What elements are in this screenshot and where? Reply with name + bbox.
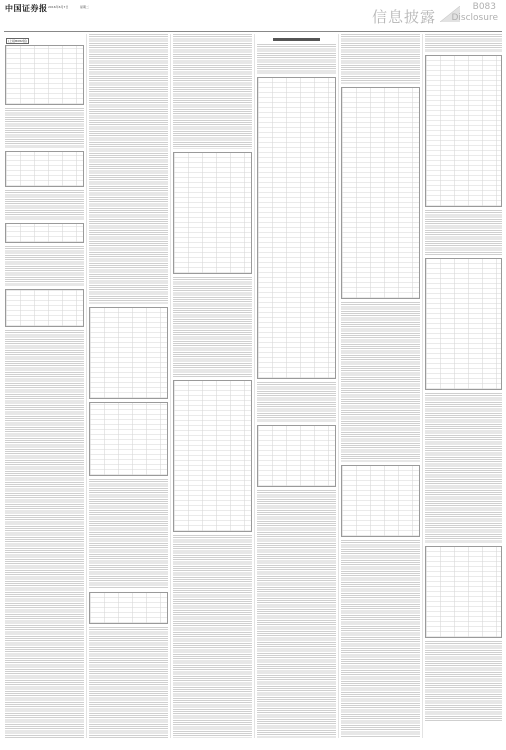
- text-block: [257, 490, 336, 738]
- column-divider: [422, 34, 423, 738]
- issue-weekday: 星期二: [80, 5, 90, 9]
- data-table: [5, 45, 84, 105]
- data-table: [5, 151, 84, 187]
- text-block: [5, 190, 84, 220]
- article-column-6: [425, 34, 502, 738]
- text-block: [89, 627, 168, 738]
- data-table: [89, 592, 168, 624]
- article-column-5: [341, 34, 420, 738]
- announcement-headline: [273, 38, 320, 41]
- data-table: [89, 402, 168, 476]
- data-table: [5, 223, 84, 243]
- column-divider: [254, 34, 255, 738]
- data-table: [5, 289, 84, 327]
- text-block: [341, 34, 420, 84]
- text-block: [5, 246, 84, 286]
- article-column-4: [257, 34, 336, 738]
- text-block: [341, 540, 420, 738]
- article-column-3: [173, 34, 252, 738]
- section-english-title: Disclosure: [451, 13, 498, 23]
- newspaper-logo: 中国证券报: [5, 3, 48, 13]
- data-table: [257, 425, 336, 487]
- column-divider: [338, 34, 339, 738]
- data-table: [89, 307, 168, 399]
- column-divider: [170, 34, 171, 738]
- data-table: [425, 258, 502, 390]
- text-block: [5, 330, 84, 738]
- text-block: [173, 277, 252, 377]
- text-block: [173, 535, 252, 738]
- header-rule: [4, 31, 502, 32]
- data-table: [341, 465, 420, 537]
- column-divider: [86, 34, 87, 738]
- text-block: [425, 641, 502, 721]
- data-table: [173, 380, 252, 532]
- text-block: [257, 44, 336, 74]
- article-column-2: [89, 34, 168, 738]
- data-table: [425, 55, 502, 207]
- text-block: [425, 34, 502, 52]
- text-block: [341, 302, 420, 462]
- masthead: [0, 0, 506, 30]
- data-table: [173, 152, 252, 274]
- section-title: 信息披露: [372, 8, 437, 26]
- data-table: [257, 77, 336, 379]
- text-block: [89, 479, 168, 589]
- issue-date: 2016年6月7日: [48, 5, 69, 9]
- data-table: [341, 87, 420, 299]
- data-table: [425, 546, 502, 638]
- article-column-1: [5, 34, 84, 738]
- text-block: [5, 108, 84, 148]
- page-number: B083: [472, 2, 496, 12]
- text-block: [425, 210, 502, 255]
- text-block: [257, 382, 336, 422]
- text-block: [89, 34, 168, 304]
- text-block: [173, 34, 252, 149]
- text-block: [425, 393, 502, 543]
- continued-from-label: (上接B082版): [8, 39, 28, 43]
